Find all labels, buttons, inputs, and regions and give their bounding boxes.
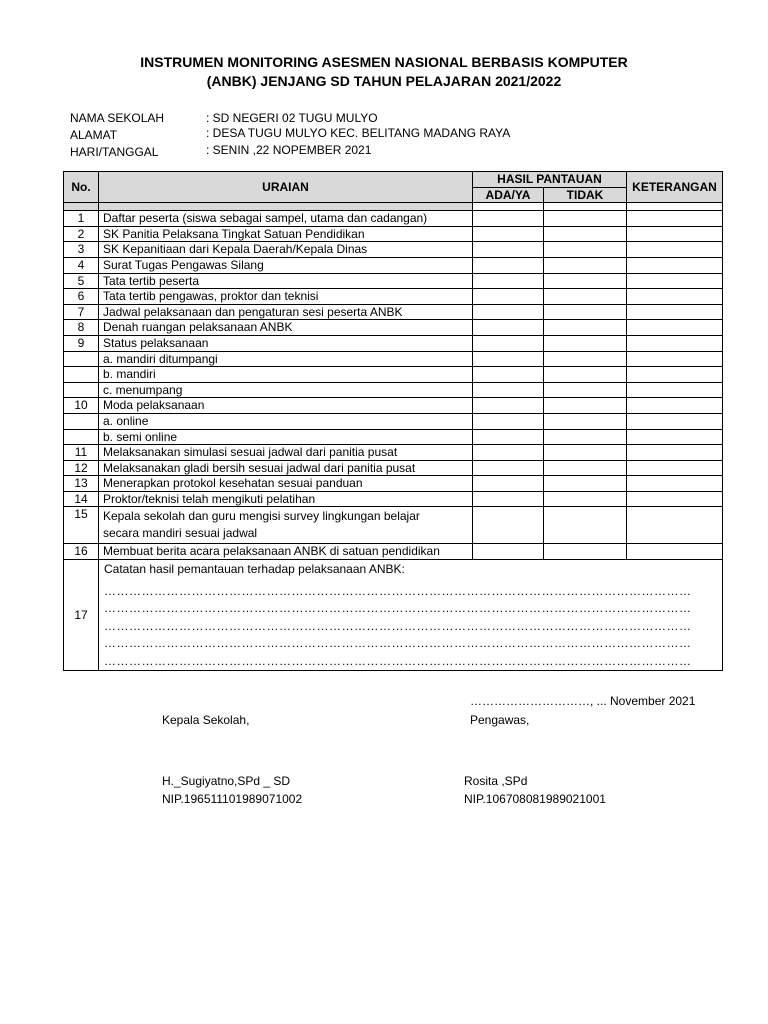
table-row	[64, 273, 723, 289]
tidak-cell[interactable]	[544, 460, 627, 476]
ada-ya-cell[interactable]	[473, 460, 544, 476]
table-spacer-row	[64, 203, 723, 211]
row-number: 12	[64, 460, 99, 476]
tidak-cell[interactable]	[544, 429, 627, 445]
supervisor-name: Rosita ,SPd	[464, 774, 528, 788]
keterangan-cell[interactable]	[627, 507, 723, 544]
row-number	[64, 429, 99, 445]
row-description: Surat Tugas Pengawas Silang	[99, 257, 473, 273]
school-name-value: : SD NEGERI 02 TUGU MULYO	[206, 111, 378, 125]
tidak-cell[interactable]	[544, 273, 627, 289]
row-number: 6	[64, 289, 99, 305]
row-description: Melaksanakan gladi bersih sesuai jadwal dari panitia pusat	[99, 460, 473, 476]
row-description: SK Panitia Pelaksana Tingkat Satuan Pendidikan	[99, 226, 473, 242]
row-description: Melaksanakan simulasi sesuai jadwal dari panitia pusat	[99, 445, 473, 461]
row-number: 17	[64, 560, 99, 671]
keterangan-cell[interactable]	[627, 211, 723, 227]
row-number: 13	[64, 476, 99, 492]
table-row	[64, 460, 723, 476]
table-row	[64, 507, 723, 544]
keterangan-cell[interactable]	[627, 413, 723, 429]
ada-ya-cell[interactable]	[473, 226, 544, 242]
supervisor-nip: NIP.106708081989021001	[464, 792, 606, 806]
keterangan-cell[interactable]	[627, 429, 723, 445]
row-description: Jadwal pelaksanaan dan pengaturan sesi peserta ANBK	[99, 304, 473, 320]
ada-ya-cell[interactable]	[473, 257, 544, 273]
row-number: 14	[64, 491, 99, 507]
table-row	[64, 289, 723, 305]
ada-ya-cell[interactable]	[473, 413, 544, 429]
signature-date: …………………………, ... November 2021	[470, 694, 696, 708]
keterangan-cell[interactable]	[627, 367, 723, 383]
tidak-cell[interactable]	[544, 398, 627, 414]
spacer-cell	[473, 203, 544, 211]
spacer-cell	[544, 203, 627, 211]
table-row	[64, 304, 723, 320]
row-number	[64, 413, 99, 429]
principal-name: H._Sugiyatno,SPd _ SD	[162, 774, 291, 788]
tidak-cell[interactable]	[544, 491, 627, 507]
tidak-cell[interactable]	[544, 226, 627, 242]
keterangan-cell[interactable]	[627, 476, 723, 492]
tidak-cell[interactable]	[544, 507, 627, 544]
row-description: Menerapkan protokol kesehatan sesuai panduan	[99, 476, 473, 492]
keterangan-cell[interactable]	[627, 382, 723, 398]
table-header-row	[64, 172, 723, 188]
keterangan-cell[interactable]	[627, 273, 723, 289]
ada-ya-cell[interactable]	[473, 335, 544, 351]
header-tidak: TIDAK	[544, 187, 627, 203]
date-value: : SENIN ,22 NOPEMBER 2021	[206, 143, 372, 157]
header-hasil-pantauan: HASIL PANTAUAN	[473, 172, 627, 188]
row15-line1: Kepala sekolah dan guru mengisi survey lingkungan belajar	[103, 509, 420, 524]
row-number	[64, 367, 99, 383]
table-row	[64, 320, 723, 336]
row-number: 7	[64, 304, 99, 320]
notes-dotted-line: ……………………………………………………………………………………………………………………………	[104, 583, 692, 598]
notes-dotted-line: ……………………………………………………………………………………………………………………………	[104, 618, 692, 633]
keterangan-cell[interactable]	[627, 304, 723, 320]
table-row	[64, 367, 723, 383]
monitoring-table	[63, 171, 723, 671]
ada-ya-cell[interactable]	[473, 289, 544, 305]
ada-ya-cell[interactable]	[473, 476, 544, 492]
header-uraian: URAIAN	[99, 172, 473, 203]
row-number: 9	[64, 335, 99, 351]
row-description: c. menumpang	[99, 382, 473, 398]
header-no: No.	[64, 172, 99, 203]
row-description: Status pelaksanaan	[99, 335, 473, 351]
row-number	[64, 351, 99, 367]
ada-ya-cell[interactable]	[473, 304, 544, 320]
table-row	[64, 398, 723, 414]
table-row	[64, 429, 723, 445]
keterangan-cell[interactable]	[627, 398, 723, 414]
header-keterangan: KETERANGAN	[627, 172, 723, 203]
keterangan-cell[interactable]	[627, 226, 723, 242]
tidak-cell[interactable]	[544, 351, 627, 367]
date-label: HARI/TANGGAL	[70, 145, 159, 159]
ada-ya-cell[interactable]	[473, 351, 544, 367]
row-description: a. mandiri ditumpangi	[99, 351, 473, 367]
ada-ya-cell[interactable]	[473, 445, 544, 461]
tidak-cell[interactable]	[544, 304, 627, 320]
keterangan-cell[interactable]	[627, 445, 723, 461]
row-number: 2	[64, 226, 99, 242]
table-row	[64, 544, 723, 560]
ada-ya-cell[interactable]	[473, 507, 544, 544]
header-ada-ya: ADA/YA	[473, 187, 544, 203]
tidak-cell[interactable]	[544, 257, 627, 273]
keterangan-cell[interactable]	[627, 289, 723, 305]
notes-dotted-line: ……………………………………………………………………………………………………………………………	[104, 601, 692, 616]
row-description: a. online	[99, 413, 473, 429]
address-label: ALAMAT	[70, 128, 118, 142]
notes-heading: Catatan hasil pemantauan terhadap pelaksanaan ANBK:	[104, 562, 405, 577]
keterangan-cell[interactable]	[627, 491, 723, 507]
row-description: Membuat berita acara pelaksanaan ANBK di satuan pendidikan	[99, 544, 473, 560]
spacer-cell	[627, 203, 723, 211]
spacer-cell	[64, 203, 99, 211]
spacer-cell	[99, 203, 473, 211]
tidak-cell[interactable]	[544, 382, 627, 398]
notes-dotted-line: ……………………………………………………………………………………………………………………………	[104, 636, 692, 651]
ada-ya-cell[interactable]	[473, 211, 544, 227]
principal-role: Kepala Sekolah,	[162, 713, 250, 727]
ada-ya-cell[interactable]	[473, 544, 544, 560]
row-description: b. semi online	[99, 429, 473, 445]
row-number: 10	[64, 398, 99, 414]
ada-ya-cell[interactable]	[473, 273, 544, 289]
tidak-cell[interactable]	[544, 367, 627, 383]
address-value: : DESA TUGU MULYO KEC. BELITANG MADANG RAYA	[206, 126, 511, 140]
notes-dotted-line: ……………………………………………………………………………………………………………………………	[104, 653, 692, 668]
tidak-cell[interactable]	[544, 335, 627, 351]
ada-ya-cell[interactable]	[473, 382, 544, 398]
row-number: 3	[64, 242, 99, 258]
row-number: 5	[64, 273, 99, 289]
row-number: 8	[64, 320, 99, 336]
principal-nip: NIP.196511101989071002	[162, 792, 303, 806]
tidak-cell[interactable]	[544, 445, 627, 461]
row-number: 11	[64, 445, 99, 461]
table-row	[64, 476, 723, 492]
tidak-cell[interactable]	[544, 544, 627, 560]
table-row	[64, 491, 723, 507]
school-name-label: NAMA SEKOLAH	[70, 111, 165, 125]
tidak-cell[interactable]	[544, 320, 627, 336]
row-description: Moda pelaksanaan	[99, 398, 473, 414]
row-description: Proktor/teknisi telah mengikuti pelatihan	[99, 491, 473, 507]
row-description	[99, 507, 473, 544]
table-row	[64, 413, 723, 429]
keterangan-cell[interactable]	[627, 544, 723, 560]
table-row	[64, 382, 723, 398]
keterangan-cell[interactable]	[627, 320, 723, 336]
ada-ya-cell[interactable]	[473, 398, 544, 414]
table-row	[64, 257, 723, 273]
keterangan-cell[interactable]	[627, 460, 723, 476]
document-title-line1: INSTRUMEN MONITORING ASESMEN NASIONAL BERBASIS KOMPUTER	[140, 54, 628, 70]
row-number	[64, 382, 99, 398]
supervisor-role: Pengawas,	[470, 713, 530, 727]
row-number: 16	[64, 544, 99, 560]
row-description: SK Kepanitiaan dari Kepala Daerah/Kepala Dinas	[99, 242, 473, 258]
table-row	[64, 335, 723, 351]
table-body	[64, 211, 723, 507]
row15-line2: secara mandiri sesuai jadwal	[103, 526, 258, 541]
row-description: Daftar peserta (siswa sebagai sampel, utama dan cadangan)	[99, 211, 473, 227]
ada-ya-cell[interactable]	[473, 367, 544, 383]
notes-cell[interactable]	[99, 560, 723, 671]
keterangan-cell[interactable]	[627, 335, 723, 351]
row-description: Denah ruangan pelaksanaan ANBK	[99, 320, 473, 336]
row-description: Tata tertib peserta	[99, 273, 473, 289]
ada-ya-cell[interactable]	[473, 429, 544, 445]
table-row	[64, 242, 723, 258]
ada-ya-cell[interactable]	[473, 242, 544, 258]
keterangan-cell[interactable]	[627, 351, 723, 367]
table-row	[64, 226, 723, 242]
tidak-cell[interactable]	[544, 211, 627, 227]
document-title-line2: (ANBK) JENJANG SD TAHUN PELAJARAN 2021/2022	[206, 73, 562, 89]
keterangan-cell[interactable]	[627, 242, 723, 258]
tidak-cell[interactable]	[544, 476, 627, 492]
ada-ya-cell[interactable]	[473, 491, 544, 507]
ada-ya-cell[interactable]	[473, 320, 544, 336]
table-row	[64, 351, 723, 367]
table-row	[64, 445, 723, 461]
tidak-cell[interactable]	[544, 289, 627, 305]
row-description: Tata tertib pengawas, proktor dan teknisi	[99, 289, 473, 305]
notes-row	[64, 560, 723, 671]
keterangan-cell[interactable]	[627, 257, 723, 273]
tidak-cell[interactable]	[544, 413, 627, 429]
tidak-cell[interactable]	[544, 242, 627, 258]
row-number: 1	[64, 211, 99, 227]
table-row	[64, 211, 723, 227]
row-number: 4	[64, 257, 99, 273]
row-description: b. mandiri	[99, 367, 473, 383]
row-number: 15	[64, 507, 99, 544]
